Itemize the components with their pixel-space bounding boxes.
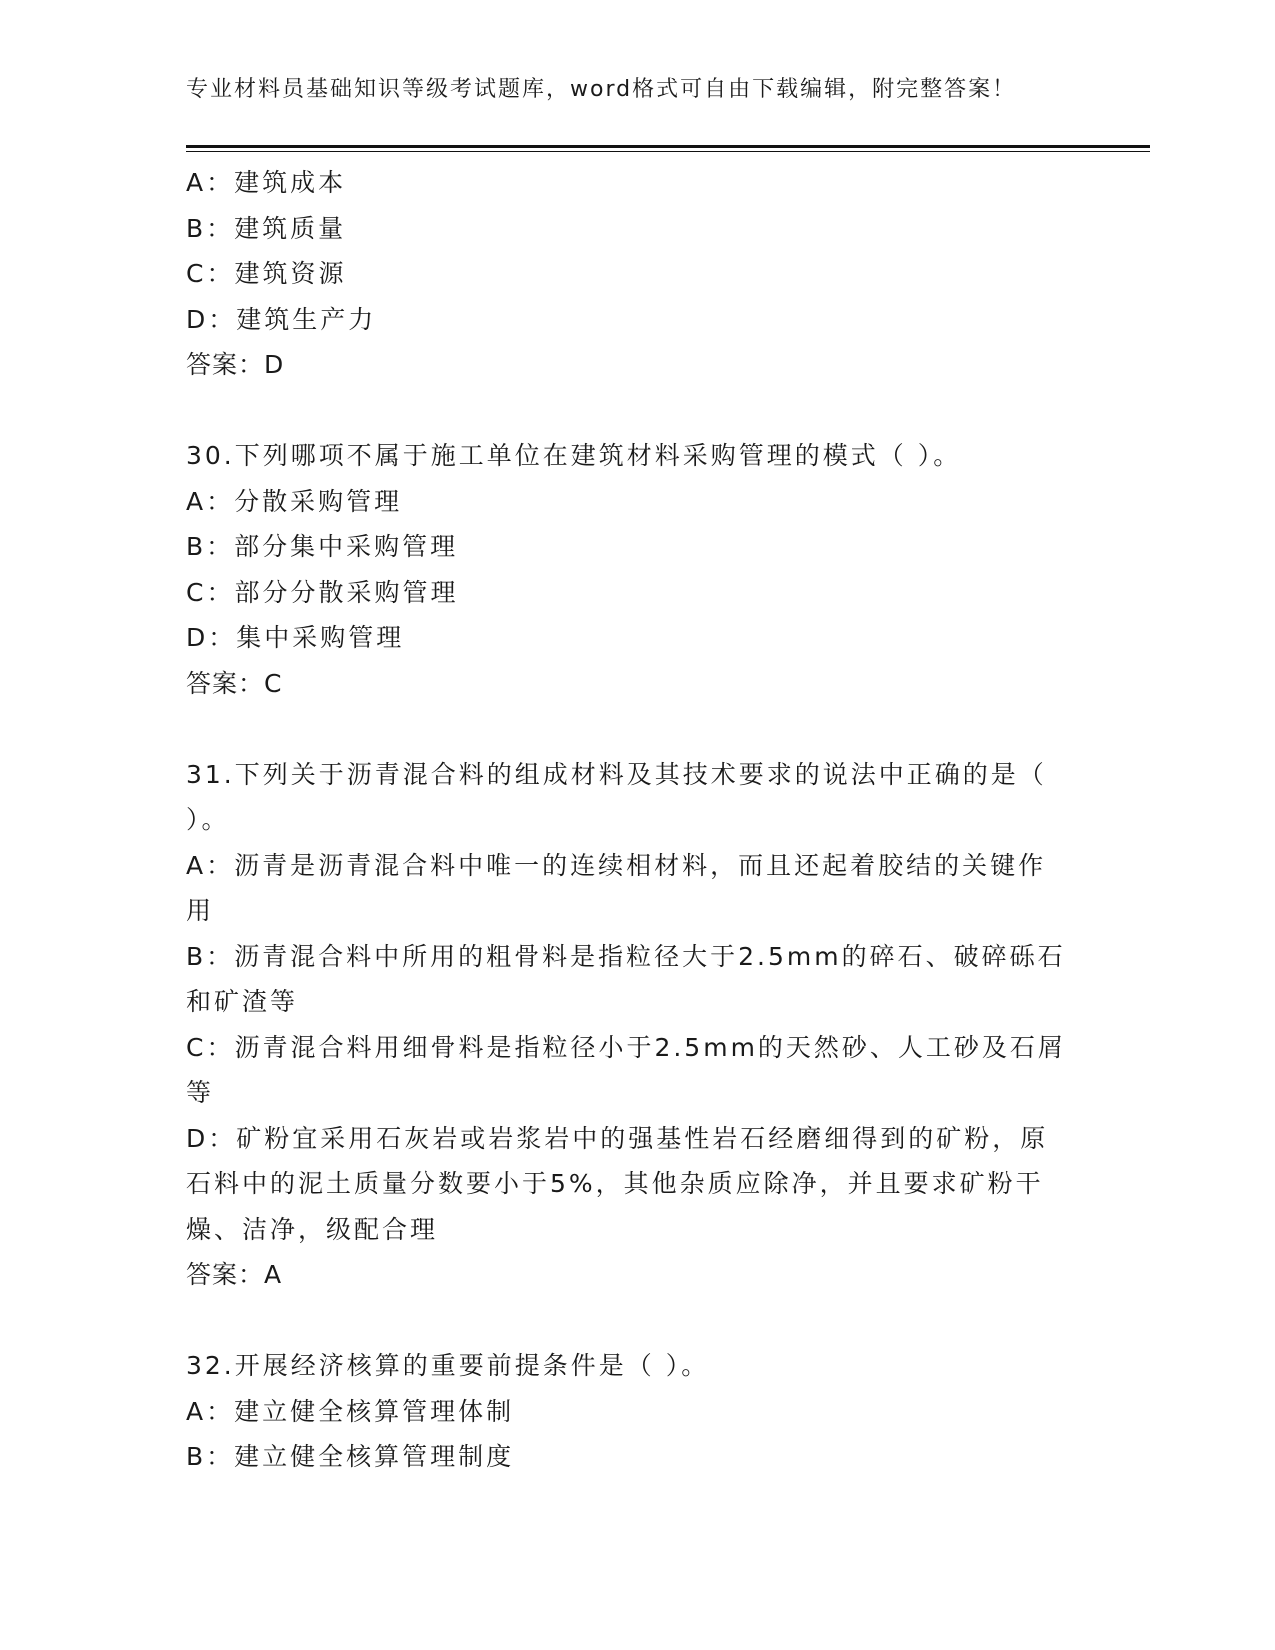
option-c: C：建筑资源	[186, 259, 347, 288]
option-a-line-2: 用	[186, 896, 215, 925]
option-b-line-2: 和矿渣等	[186, 987, 299, 1016]
answer: 答案：D	[186, 350, 285, 379]
option-b: B：建立健全核算管理制度	[186, 1442, 515, 1471]
question-30	[186, 433, 1066, 706]
question-stem: 32.开展经济核算的重要前提条件是（ ）。	[186, 1351, 710, 1380]
option-d-line-1: D：矿粉宜采用石灰岩或岩浆岩中的强基性岩石经磨细得到的矿粉，原	[186, 1123, 1049, 1153]
option-d-line-3: 燥、洁净，级配合理	[186, 1214, 439, 1244]
question-31	[186, 752, 1066, 1298]
option-d: D：建筑生产力	[186, 304, 377, 334]
option-c: C：部分分散采购管理	[186, 577, 459, 607]
document-body	[186, 160, 1066, 1480]
question-stem: 30.下列哪项不属于施工单位在建筑材料采购管理的模式（ ）。	[186, 441, 962, 470]
header-rule	[186, 145, 1150, 148]
answer: 答案：A	[186, 1260, 283, 1289]
option-a-line-1: A：沥青是沥青混合料中唯一的连续相材料，而且还起着胶结的关键作	[186, 850, 1047, 880]
option-a: A：分散采购管理	[186, 486, 403, 516]
question-stem-line-1: 31.下列关于沥青混合料的组成材料及其技术要求的说法中正确的是（	[186, 759, 1047, 789]
answer: 答案：C	[186, 668, 283, 698]
option-b: B：部分集中采购管理	[186, 532, 459, 561]
question-29	[186, 160, 1066, 388]
option-d: D：集中采购管理	[186, 623, 405, 652]
question-32	[186, 1343, 1066, 1480]
spacer	[186, 706, 1066, 752]
header-rule-thin	[186, 151, 1150, 152]
spacer	[186, 388, 1066, 434]
page-header: 专业材料员基础知识等级考试题库，word格式可自由下载编辑，附完整答案！	[186, 77, 1017, 102]
option-b: B：建筑质量	[186, 213, 347, 243]
option-d-line-2: 石料中的泥土质量分数要小于5%，其他杂质应除净，并且要求矿粉干	[186, 1169, 1044, 1198]
option-a: A：建筑成本	[186, 168, 347, 197]
option-c-line-1: C：沥青混合料用细骨料是指粒径小于2.5mm的天然砂、人工砂及石屑	[186, 1032, 1066, 1062]
option-c-line-2: 等	[186, 1078, 215, 1107]
spacer	[186, 1298, 1066, 1344]
option-b-line-1: B：沥青混合料中所用的粗骨料是指粒径大于2.5mm的碎石、破碎砾石	[186, 941, 1066, 971]
question-stem-line-2: ）。	[186, 805, 230, 834]
option-a: A：建立健全核算管理体制	[186, 1396, 515, 1426]
